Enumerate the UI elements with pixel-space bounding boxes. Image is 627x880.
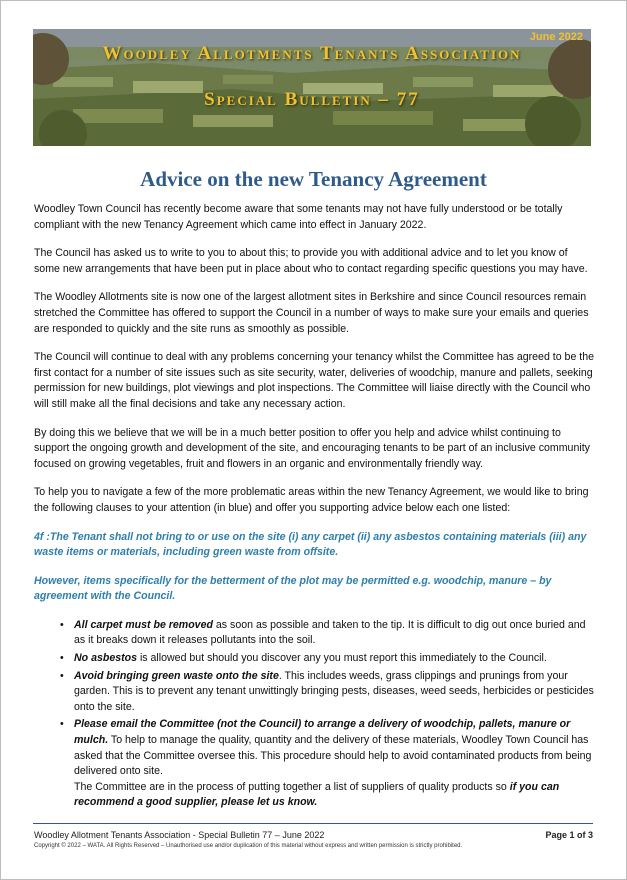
list-item — [60, 669, 594, 716]
advice-lead: Please email the Committee (not the Council) to arrange a delivery of woodchip, pallets, manure or mulch. — [74, 718, 571, 747]
footer-divider — [33, 823, 593, 824]
bulletin-date: June 2022 — [529, 31, 583, 43]
footer-text: Woodley Allotment Tenants Association - Special Bulletin 77 – June 2022 — [34, 830, 325, 840]
advice-lead: All carpet must be removed — [74, 618, 213, 631]
clause-text: 4f :The Tenant shall not bring to or use on the site (i) any carpet (ii) any asbestos containing materials (iii) any waste items or materials, including green waste from offsite. — [34, 530, 587, 559]
list-item — [60, 717, 594, 811]
paragraph: To help you to navigate a few of the more problematic areas within the new Tenancy Agreement, we would like to bring the following clauses to your attention (in blue) and offer you supporting advice below each one listed: — [34, 486, 589, 514]
bulletin-body — [34, 202, 594, 813]
list-item — [60, 618, 594, 649]
banner-image — [33, 29, 591, 146]
banner-title: Woodley Allotments Tenants Association — [102, 43, 522, 64]
page-number: Page 1 of 3 — [545, 830, 593, 840]
clause-exception: However, items specifically for the betterment of the plot may be permitted e.g. woodchip, manure – by agreement with the Council. — [34, 574, 552, 603]
bullet-icon: • — [60, 669, 64, 682]
advice-text: To help to manage the quality, quantity and the delivery of these materials, Woodley Town Council has asked that the Committee oversee this. This procedure should help to avoid contaminated products from being delivered onto site. — [74, 734, 592, 778]
paragraph: The Council will continue to deal with any problems concerning your tenancy whilst the Committee has agreed to be the first contact for a number of site issues such as site security, water, deliveries of woodchip, manure and pallets, seeking permission for new buildings, plot viewings and plot inspections. The Committee will liaise directly with the Council who will still make all the final decisions and take any necessary action. — [34, 351, 595, 410]
advice-text: is allowed but should you discover any you must report this immediately to the Council. — [137, 652, 547, 665]
advice-lead: Avoid bringing green waste onto the site — [74, 669, 279, 682]
advice-extra-bold: if you can recommend a good supplier, please let us know. — [74, 780, 560, 809]
paragraph: The Council has asked us to write to you to about this; to provide you with additional advice and to let you know of some new arrangements that have been put in place about who to contact regarding specific questions you may have. — [34, 247, 588, 275]
page-title: Advice on the new Tenancy Agreement — [140, 167, 487, 191]
advice-list — [34, 618, 594, 811]
advice-extra: The Committee are in the process of putting together a list of suppliers of quality products so — [74, 780, 510, 793]
list-item — [60, 651, 594, 667]
bullet-icon: • — [60, 718, 64, 731]
copyright-notice: Copyright © 2022 – WATA. All Rights Reserved – Unauthorised use and/or duplication of this material without express and written permission is strictly prohibited. — [34, 843, 463, 849]
advice-text: . This includes weeds, grass clippings and prunings from your garden. This is to prevent any tenant unwittingly bringing pests, diseases, weed seeds, herbicides or pesticides onto the site. — [74, 669, 594, 713]
advice-text: as soon as possible and taken to the tip. It is difficult to dig out once buried and as it breaks down it releases pollutants into the soil. — [74, 618, 586, 647]
paragraph: The Woodley Allotments site is now one of the largest allotment sites in Berkshire and since Council resources remain stretched the Committee has offered to support the Council in a number of ways to make sure your emails and queries are responded to quickly and the site runs as smoothly as possible. — [34, 291, 589, 335]
banner-subtitle: Special Bulletin – 77 — [204, 89, 420, 110]
paragraph: Woodley Town Council has recently become aware that some tenants may not have fully understood or be totally compliant with the new Tenancy Agreement which came into effect in January 2022. — [34, 203, 563, 231]
paragraph: By doing this we believe that we will be in a much better position to offer you help and advice whilst continuing to support the ongoing growth and development of the site, and encouraging tenants to be part of an inclusive community focused on growing vegetables, fruit and flowers in an organic and environmentally friendly way. — [34, 426, 590, 470]
bullet-icon: • — [60, 652, 64, 665]
bullet-icon: • — [60, 618, 64, 631]
advice-lead: No asbestos — [74, 652, 137, 665]
